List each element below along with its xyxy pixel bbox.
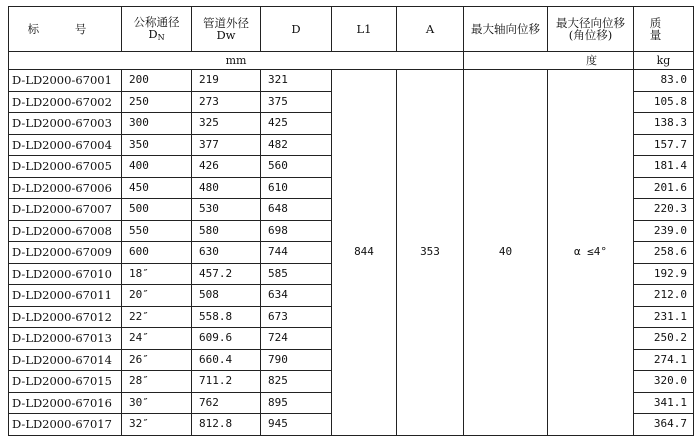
- cell-l1-merged: 844: [332, 70, 397, 436]
- header-radial: [548, 7, 634, 52]
- cell-code: D-LD2000-67007: [9, 199, 122, 221]
- cell-d: 560: [261, 156, 332, 178]
- cell-d: 744: [261, 242, 332, 264]
- cell-d: 698: [261, 220, 332, 242]
- cell-d: 375: [261, 91, 332, 113]
- header-dn-symbol: [122, 28, 191, 42]
- unit-kg: kg: [634, 52, 694, 70]
- cell-code: D-LD2000-67004: [9, 134, 122, 156]
- unit-mm: mm: [9, 52, 464, 70]
- cell-kg: 83.0: [634, 70, 694, 92]
- header-a: A: [397, 7, 464, 52]
- cell-code: D-LD2000-67003: [9, 113, 122, 135]
- cell-code: D-LD2000-67012: [9, 306, 122, 328]
- header-dn-subscript: N: [157, 32, 165, 42]
- cell-dn: 28″: [122, 371, 192, 393]
- cell-dw: 762: [192, 392, 261, 414]
- header-axial: 最大轴向位移: [464, 7, 548, 52]
- units-row: [9, 52, 694, 70]
- cell-d: 945: [261, 414, 332, 436]
- cell-d: 482: [261, 134, 332, 156]
- cell-d: 610: [261, 177, 332, 199]
- cell-dw: 377: [192, 134, 261, 156]
- header-code-label: 标 号: [27, 21, 103, 36]
- table-body: [9, 70, 694, 436]
- cell-kg: 192.9: [634, 263, 694, 285]
- cell-dn: 24″: [122, 328, 192, 350]
- cell-dn: 300: [122, 113, 192, 135]
- cell-dn: 400: [122, 156, 192, 178]
- cell-dn: 30″: [122, 392, 192, 414]
- cell-code: D-LD2000-67008: [9, 220, 122, 242]
- cell-dw: 711.2: [192, 371, 261, 393]
- cell-d: 634: [261, 285, 332, 307]
- cell-dw: 812.8: [192, 414, 261, 436]
- cell-d: 648: [261, 199, 332, 221]
- cell-d: 825: [261, 371, 332, 393]
- cell-code: D-LD2000-67009: [9, 242, 122, 264]
- cell-kg: 250.2: [634, 328, 694, 350]
- cell-kg: 320.0: [634, 371, 694, 393]
- cell-code: D-LD2000-67016: [9, 392, 122, 414]
- cell-kg: 181.4: [634, 156, 694, 178]
- cell-d: 790: [261, 349, 332, 371]
- header-radial-sub: (角位移): [568, 28, 613, 42]
- cell-d: 585: [261, 263, 332, 285]
- cell-a-merged: 353: [397, 70, 464, 436]
- cell-kg: 212.0: [634, 285, 694, 307]
- table-row: [9, 70, 694, 92]
- cell-dn: 250: [122, 91, 192, 113]
- cell-radial-merged: α ≤4°: [548, 70, 634, 436]
- cell-axial-merged: 40: [464, 70, 548, 436]
- cell-dw: 630: [192, 242, 261, 264]
- cell-dn: 18″: [122, 263, 192, 285]
- cell-dn: 600: [122, 242, 192, 264]
- header-weight-label: 质 量: [649, 15, 678, 42]
- cell-kg: 231.1: [634, 306, 694, 328]
- header-radial-label: 最大径向位移: [556, 15, 625, 30]
- cell-d: 425: [261, 113, 332, 135]
- cell-kg: 341.1: [634, 392, 694, 414]
- cell-dw: 660.4: [192, 349, 261, 371]
- cell-kg: 364.7: [634, 414, 694, 436]
- header-dw-symbol: Dw: [216, 28, 236, 42]
- cell-kg: 220.3: [634, 199, 694, 221]
- cell-dn: 26″: [122, 349, 192, 371]
- header-weight: [634, 7, 694, 52]
- header-l1: L1: [332, 7, 397, 52]
- cell-dn: 350: [122, 134, 192, 156]
- spec-sheet: [8, 6, 694, 436]
- cell-dn: 200: [122, 70, 192, 92]
- cell-code: D-LD2000-67006: [9, 177, 122, 199]
- cell-code: D-LD2000-67014: [9, 349, 122, 371]
- cell-code: D-LD2000-67010: [9, 263, 122, 285]
- cell-dn: 550: [122, 220, 192, 242]
- header-dn-label: 公称通径: [133, 14, 180, 29]
- cell-d: 321: [261, 70, 332, 92]
- cell-dn: 450: [122, 177, 192, 199]
- cell-dn: 500: [122, 199, 192, 221]
- cell-dw: 325: [192, 113, 261, 135]
- header-dw: [192, 7, 261, 52]
- cell-kg: 258.6: [634, 242, 694, 264]
- cell-code: D-LD2000-67011: [9, 285, 122, 307]
- cell-kg: 105.8: [634, 91, 694, 113]
- cell-dn: 20″: [122, 285, 192, 307]
- header-d: D: [261, 7, 332, 52]
- cell-code: D-LD2000-67005: [9, 156, 122, 178]
- header-code: [9, 7, 122, 52]
- cell-dw: 273: [192, 91, 261, 113]
- cell-dw: 508: [192, 285, 261, 307]
- header-row: [9, 7, 694, 52]
- cell-dw: 530: [192, 199, 261, 221]
- cell-d: 895: [261, 392, 332, 414]
- cell-dw: 609.6: [192, 328, 261, 350]
- cell-kg: 239.0: [634, 220, 694, 242]
- header-dn: [122, 7, 192, 52]
- cell-d: 724: [261, 328, 332, 350]
- cell-kg: 138.3: [634, 113, 694, 135]
- cell-dw: 480: [192, 177, 261, 199]
- joint-spec-table: [8, 6, 694, 436]
- header-dw-label: 管道外径: [203, 15, 249, 30]
- cell-code: D-LD2000-67002: [9, 91, 122, 113]
- cell-dw: 426: [192, 156, 261, 178]
- unit-deg: 度: [464, 52, 634, 70]
- cell-dw: 558.8: [192, 306, 261, 328]
- cell-kg: 157.7: [634, 134, 694, 156]
- cell-code: D-LD2000-67015: [9, 371, 122, 393]
- cell-dw: 580: [192, 220, 261, 242]
- cell-kg: 274.1: [634, 349, 694, 371]
- cell-dw: 457.2: [192, 263, 261, 285]
- cell-code: D-LD2000-67013: [9, 328, 122, 350]
- cell-dn: 32″: [122, 414, 192, 436]
- cell-code: D-LD2000-67017: [9, 414, 122, 436]
- cell-dn: 22″: [122, 306, 192, 328]
- cell-kg: 201.6: [634, 177, 694, 199]
- header-dn-letter: D: [148, 26, 158, 41]
- cell-d: 673: [261, 306, 332, 328]
- cell-code: D-LD2000-67001: [9, 70, 122, 92]
- cell-dw: 219: [192, 70, 261, 92]
